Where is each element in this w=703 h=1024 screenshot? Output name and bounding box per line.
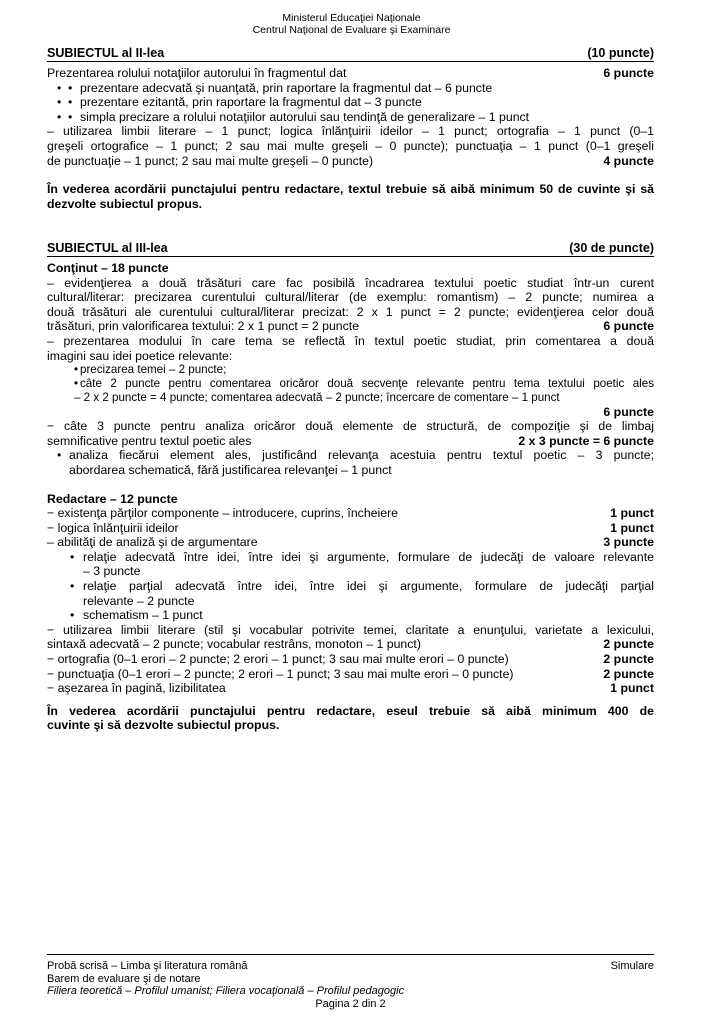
r3-bullet-2a: • relaţie parţial adecvată între idei, între idei şi argumente, formulare de judecăţi parţial	[70, 579, 654, 594]
s2-note: În vederea acordării punctajului pentru redactare, textul trebuie să aibă minimum 50 de cuvinte şi să dezvolte subiectul propus.	[47, 182, 654, 211]
r7-text: − aşezarea în pagină, lizibilitatea	[47, 681, 226, 696]
footer-profile: Filiera teoretică – Profilul umanist; Filiera vocaţională – Profilul pedagogic	[47, 985, 405, 997]
subject-2-points: (10 puncte)	[587, 46, 654, 60]
c1-line-a: – evidenţierea a două trăsături care fac posibilă încadrarea textului poetic studiat într-un curent	[47, 275, 654, 290]
c3-bullet-a: • analiza fiecărui element ales, justificând relevanţa acestuia pentru textul poetic – 3 puncte;	[57, 448, 654, 463]
footer-scale: Barem de evaluare şi de notare	[47, 972, 201, 985]
subject-2-heading	[47, 46, 654, 62]
c2-line-a: – prezentarea modului în care tema se reflectă în textul poetic studiat, prin comentarea a două	[47, 333, 654, 348]
c1-line-b: cultural/literar: precizarea curentului cultural/literar (de exemplu: romantism) – 2 puncte; numirea a	[47, 290, 654, 305]
r4-line-b: sintaxă adecvată – 2 puncte; vocabular restrâns, monoton – 1 punct)	[47, 637, 421, 652]
r2-points: 1 punct	[610, 520, 654, 535]
c3-bullet-b: abordarea schematică, fără justificarea relevanţei – 1 punct	[69, 462, 392, 477]
page-footer	[47, 960, 654, 1010]
subject-3-points: (30 de puncte)	[569, 241, 654, 255]
s2-lang-line-3: de punctuaţie – 1 punct; 2 sau mai multe greşeli – 0 puncte)	[47, 153, 374, 168]
subject-3-title: SUBIECTUL al III-lea	[47, 241, 168, 255]
s2-intro-row	[47, 66, 654, 81]
redactare-heading: Redactare – 12 puncte	[47, 491, 178, 506]
r2-row	[47, 521, 654, 536]
c2-bullet-1: • precizarea temei – 2 puncte;	[74, 363, 227, 377]
c1-line-c: două trăsături ale curentului cultural/literar precizat: 2 x 1 punct = 2 puncte; evidenţierea celor două	[47, 304, 654, 319]
c1-row	[47, 319, 654, 334]
r6-row	[47, 667, 654, 682]
r1-points: 1 punct	[610, 506, 654, 521]
s2-intro-points: 6 puncte	[603, 66, 654, 80]
c2-line-b: imagini sau idei poetice relevante:	[47, 348, 233, 363]
r3-bullet-1a: • relaţie adecvată între idei, între idei şi argumente, formulare de judecăţi de valoare relevante	[70, 549, 654, 564]
s3-note-line-2: cuvinte şi să dezvolte subiectul propus.	[47, 718, 280, 733]
r5-text: − ortografia (0–1 erori – 2 puncte; 2 erori – 1 punct; 3 sau mai multe erori – 0 puncte)	[47, 652, 509, 667]
subject-2-title: SUBIECTUL al II-lea	[47, 46, 165, 60]
s2-bullet-2: • • prezentare ezitantă, prin raportare la fragmentul dat – 3 puncte	[47, 95, 654, 110]
footer-exam: Probă scrisă – Limba şi literatura română	[47, 960, 248, 972]
s2-lang-line-1: – utilizarea limbii literare – 1 punct; logica înlănţuirii ideilor – 1 punct; ortografia – 1 punct (0–1	[47, 124, 654, 139]
c3-line-a: − câte 3 puncte pentru analiza oricăror două elemente de structură, de compoziţie şi de limbaj	[47, 419, 654, 434]
r3-bullet-1b: – 3 puncte	[83, 564, 141, 579]
s2-intro: Prezentarea rolului notaţiilor autorului în fragmentul dat	[47, 66, 347, 80]
r3-bullet-2b: relevante – 2 puncte	[83, 593, 195, 608]
r3-row	[47, 535, 654, 550]
r4-points: 2 puncte	[603, 637, 654, 652]
r2-text: − logica înlănţuirii ideilor	[47, 520, 179, 535]
subject-3-heading	[47, 241, 654, 257]
s2-lang-points: 4 puncte	[603, 153, 654, 168]
content-heading: Conţinut – 18 puncte	[47, 261, 169, 275]
s2-bullet-3: • • simpla precizare a rolului notaţiilor autorului sau tendinţă de generalizare – 1 punct	[47, 110, 654, 125]
c2-points-row	[47, 405, 654, 420]
s2-bullet-1: • • prezentare adecvată şi nuanţată, prin raportare la fragmentul dat – 6 puncte	[47, 81, 654, 96]
c2-bullet-2b: – 2 x 2 puncte = 4 puncte; comentarea adecvată – 2 puncte; încercare de comentare – 1 punct	[74, 390, 560, 404]
r7-points: 1 punct	[610, 681, 654, 696]
s3-note-line-1: În vederea acordării punctajului pentru redactare, eseul trebuie să aibă minimum 400 de	[47, 703, 654, 718]
s2-lang-row	[47, 154, 654, 169]
c2-points: 6 puncte	[603, 404, 654, 419]
r4-line-a: − utilizarea limbii literare (stil şi vocabular potrivite temei, claritate a enunţului, varietate a lexicului,	[47, 622, 654, 637]
center-name: Centrul Naţional de Evaluare şi Examinare	[252, 24, 451, 36]
r3-text: – abilităţi de analiză şi de argumentare	[47, 535, 258, 550]
page-number: Pagina 2 din 2	[315, 997, 386, 1010]
r5-points: 2 puncte	[603, 652, 654, 667]
r3-bullet-3: • schematism – 1 punct	[70, 608, 203, 623]
r3-points: 3 puncte	[603, 535, 654, 550]
r1-row	[47, 506, 654, 521]
page-header	[0, 12, 703, 36]
s2-lang-line-2: greşeli ortografice – 1 punct; 2 sau mai multe greşeli – 0 puncte); punctuaţia – 1 punct (0–1 greşeli	[47, 138, 654, 153]
footer-divider	[47, 954, 654, 955]
c3-row	[47, 434, 654, 449]
c1-line-d: trăsături, prin valorificarea textului: 2 x 1 punct = 2 puncte	[47, 319, 360, 334]
footer-session: Simulare	[610, 960, 654, 972]
ministry-name: Ministerul Educaţiei Naţionale	[282, 12, 421, 24]
r4-row	[47, 637, 654, 652]
r1-text: − existenţa părţilor componente – introducere, cuprins, încheiere	[47, 506, 399, 521]
c3-line-b: semnificative pentru textul poetic ales	[47, 433, 252, 448]
c1-points: 6 puncte	[603, 319, 654, 334]
r7-row	[47, 681, 654, 696]
c3-points: 2 x 3 puncte = 6 puncte	[518, 433, 654, 448]
c2-bullet-2a: • câte 2 puncte pentru comentarea oricăror două secvenţe relevante pentru tema textului poetic ales	[74, 376, 654, 390]
subject-2	[47, 46, 654, 211]
footer-row-1	[47, 960, 654, 973]
r6-text: − punctuaţia (0–1 erori – 2 puncte; 2 erori – 1 punct; 3 sau mai multe erori – 0 puncte)	[47, 666, 514, 681]
r5-row	[47, 652, 654, 667]
subject-3	[47, 241, 654, 733]
r6-points: 2 puncte	[603, 666, 654, 681]
